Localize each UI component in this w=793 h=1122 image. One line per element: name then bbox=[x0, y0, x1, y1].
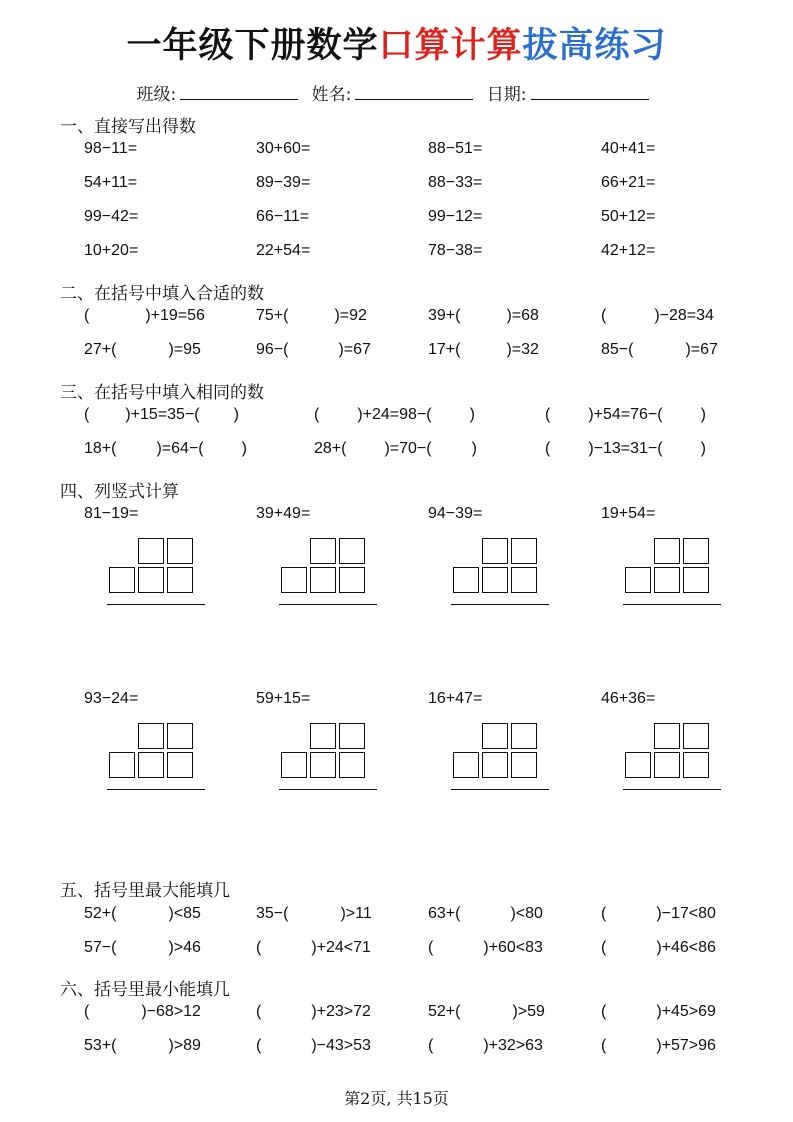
section-3-row bbox=[0, 406, 793, 430]
fill-problem bbox=[84, 440, 247, 458]
fill-problem bbox=[84, 939, 201, 957]
problem: 88−51= bbox=[428, 140, 483, 157]
fill-problem bbox=[256, 341, 371, 359]
problem: 98−11= bbox=[84, 140, 138, 157]
digit-box[interactable] bbox=[310, 538, 336, 564]
name-label: 姓名: bbox=[311, 85, 352, 105]
problem: 54+11= bbox=[84, 174, 138, 191]
problem: 66−11= bbox=[256, 208, 310, 225]
problem: 78−38= bbox=[428, 242, 483, 259]
expr-part: )=95 bbox=[168, 341, 201, 358]
digit-box[interactable] bbox=[310, 752, 336, 778]
fill-problem bbox=[84, 905, 201, 923]
problem: 94−39= bbox=[428, 505, 483, 522]
fill-problem bbox=[314, 440, 477, 458]
fill-problem bbox=[601, 307, 714, 325]
digit-box[interactable] bbox=[511, 752, 537, 778]
expr-part: )=64−( bbox=[156, 440, 204, 457]
expr-part: 39+( bbox=[428, 307, 461, 324]
expr-part: )>46 bbox=[168, 939, 201, 956]
digit-box[interactable] bbox=[109, 752, 135, 778]
digit-box[interactable] bbox=[167, 752, 193, 778]
expr-part: 53+( bbox=[84, 1037, 117, 1054]
expr-part: ( bbox=[601, 905, 607, 922]
digit-box[interactable] bbox=[109, 567, 135, 593]
expr-part: )>59 bbox=[512, 1003, 545, 1020]
section-1-row bbox=[0, 140, 793, 164]
expr-part: ) bbox=[241, 440, 247, 457]
problem: 22+54= bbox=[256, 242, 311, 259]
expr-part: )+19=56 bbox=[145, 307, 205, 324]
expr-part: 63+( bbox=[428, 905, 461, 922]
date-blank[interactable] bbox=[531, 85, 649, 100]
vertical-calc-grid bbox=[623, 723, 733, 823]
problem: 99−12= bbox=[428, 208, 483, 225]
problem: 16+47= bbox=[428, 690, 483, 707]
expr-part: ) bbox=[471, 440, 477, 457]
fill-problem bbox=[84, 1037, 201, 1055]
vertical-calc-grid bbox=[107, 723, 217, 823]
section-3-row bbox=[0, 440, 793, 464]
digit-box[interactable] bbox=[482, 538, 508, 564]
problem: 19+54= bbox=[601, 505, 656, 522]
vertical-calc-grid bbox=[451, 723, 561, 823]
digit-box[interactable] bbox=[511, 567, 537, 593]
problem: 42+12= bbox=[601, 242, 656, 259]
digit-box[interactable] bbox=[138, 723, 164, 749]
digit-box[interactable] bbox=[339, 752, 365, 778]
section-6-row bbox=[0, 1003, 793, 1027]
expr-part: ) bbox=[700, 406, 706, 423]
expr-part: ( bbox=[84, 406, 90, 423]
section-5-title: 五、括号里最大能填几 bbox=[60, 881, 230, 901]
fill-problem bbox=[256, 905, 372, 923]
fill-problem bbox=[601, 1037, 716, 1055]
digit-box[interactable] bbox=[453, 567, 479, 593]
vertical-calc-grid bbox=[279, 723, 389, 823]
fill-problem bbox=[428, 307, 539, 325]
digit-box[interactable] bbox=[167, 567, 193, 593]
title-part-3: 拔高练习 bbox=[522, 26, 667, 66]
fill-problem bbox=[256, 1037, 371, 1055]
problem: 10+20= bbox=[84, 242, 139, 259]
digit-box[interactable] bbox=[339, 567, 365, 593]
expr-part: ) bbox=[469, 406, 475, 423]
fill-problem bbox=[428, 341, 539, 359]
digit-box[interactable] bbox=[683, 723, 709, 749]
fill-problem bbox=[84, 1003, 201, 1021]
digit-box[interactable] bbox=[482, 723, 508, 749]
expr-part: )+15=35−( bbox=[125, 406, 200, 423]
expr-part: ) bbox=[233, 406, 239, 423]
answer-line bbox=[451, 604, 549, 605]
digit-box[interactable] bbox=[138, 538, 164, 564]
section-3-title: 三、在括号中填入相同的数 bbox=[60, 383, 264, 403]
digit-box[interactable] bbox=[310, 567, 336, 593]
digit-box[interactable] bbox=[281, 752, 307, 778]
title-part-2: 口算计算 bbox=[378, 26, 523, 66]
expr-part: )+54=76−( bbox=[588, 406, 663, 423]
digit-box[interactable] bbox=[683, 567, 709, 593]
expr-part: ( bbox=[428, 939, 434, 956]
digit-box[interactable] bbox=[167, 723, 193, 749]
fill-problem bbox=[256, 1003, 371, 1021]
expr-part: ( bbox=[314, 406, 320, 423]
problem: 39+49= bbox=[256, 505, 311, 522]
fill-problem bbox=[428, 939, 543, 957]
expr-part: 85−( bbox=[601, 341, 634, 358]
student-info-line bbox=[0, 80, 793, 105]
section-4-row bbox=[0, 690, 793, 714]
expr-part: ( bbox=[84, 307, 90, 324]
page-title bbox=[0, 18, 793, 68]
problem: 30+60= bbox=[256, 140, 311, 157]
section-6-title: 六、括号里最小能填几 bbox=[60, 980, 230, 1000]
answer-line bbox=[451, 789, 549, 790]
digit-box[interactable] bbox=[281, 567, 307, 593]
expr-part: 52+( bbox=[428, 1003, 461, 1020]
expr-part: 57−( bbox=[84, 939, 117, 956]
vertical-calc-grid bbox=[623, 538, 733, 638]
expr-part: )=68 bbox=[506, 307, 539, 324]
fill-problem bbox=[84, 307, 205, 325]
section-2-row bbox=[0, 341, 793, 365]
answer-line bbox=[623, 604, 721, 605]
expr-part: )−13=31−( bbox=[588, 440, 663, 457]
answer-line bbox=[107, 604, 205, 605]
expr-part: 28+( bbox=[314, 440, 347, 457]
problem: 50+12= bbox=[601, 208, 656, 225]
digit-box[interactable] bbox=[167, 538, 193, 564]
expr-part: ( bbox=[256, 939, 262, 956]
problem: 99−42= bbox=[84, 208, 139, 225]
expr-part: ( bbox=[84, 1003, 90, 1020]
title-part-1: 一年级下册数学 bbox=[126, 26, 379, 66]
digit-box[interactable] bbox=[511, 723, 537, 749]
digit-box[interactable] bbox=[511, 538, 537, 564]
fill-problem bbox=[545, 406, 706, 424]
section-2-row bbox=[0, 307, 793, 331]
section-1-row bbox=[0, 242, 793, 266]
fill-problem bbox=[601, 341, 718, 359]
fill-problem bbox=[256, 307, 367, 325]
fill-problem bbox=[428, 1037, 543, 1055]
answer-line bbox=[623, 789, 721, 790]
digit-box[interactable] bbox=[482, 567, 508, 593]
digit-box[interactable] bbox=[453, 752, 479, 778]
expr-part: )+24<71 bbox=[311, 939, 371, 956]
expr-part: )−43>53 bbox=[311, 1037, 371, 1054]
digit-box[interactable] bbox=[138, 567, 164, 593]
problem: 46+36= bbox=[601, 690, 656, 707]
expr-part: )+57>96 bbox=[656, 1037, 716, 1054]
fill-problem bbox=[428, 1003, 545, 1021]
digit-box[interactable] bbox=[138, 752, 164, 778]
expr-part: ( bbox=[545, 406, 551, 423]
expr-part: )+45>69 bbox=[656, 1003, 716, 1020]
section-5-row bbox=[0, 939, 793, 963]
expr-part: ( bbox=[428, 1037, 434, 1054]
vertical-calc-grid bbox=[451, 538, 561, 638]
problem: 59+15= bbox=[256, 690, 311, 707]
expr-part: )>11 bbox=[340, 905, 372, 922]
digit-box[interactable] bbox=[683, 752, 709, 778]
expr-part: ( bbox=[545, 440, 551, 457]
expr-part: 17+( bbox=[428, 341, 461, 358]
expr-part: )=70−( bbox=[384, 440, 432, 457]
expr-part: ) bbox=[700, 440, 706, 457]
expr-part: )=67 bbox=[338, 341, 371, 358]
expr-part: )+46<86 bbox=[656, 939, 716, 956]
problem: 81−19= bbox=[84, 505, 139, 522]
expr-part: ( bbox=[601, 307, 607, 324]
date-label: 日期: bbox=[486, 85, 527, 105]
page-footer: 第2页, 共15页 bbox=[344, 1089, 449, 1108]
expr-part: )−68>12 bbox=[141, 1003, 201, 1020]
section-1-row bbox=[0, 174, 793, 198]
fill-problem bbox=[84, 406, 239, 424]
expr-part: )=67 bbox=[685, 341, 718, 358]
fill-problem bbox=[84, 341, 201, 359]
expr-part: )+32>63 bbox=[483, 1037, 543, 1054]
section-4-title: 四、列竖式计算 bbox=[60, 482, 179, 502]
answer-line bbox=[107, 789, 205, 790]
expr-part: 35−( bbox=[256, 905, 289, 922]
section-4-row bbox=[0, 505, 793, 529]
section-5-row bbox=[0, 905, 793, 929]
expr-part: ( bbox=[601, 939, 607, 956]
expr-part: 52+( bbox=[84, 905, 117, 922]
digit-box[interactable] bbox=[625, 567, 651, 593]
problem: 88−33= bbox=[428, 174, 483, 191]
vertical-calc-grid bbox=[107, 538, 217, 638]
section-1-title: 一、直接写出得数 bbox=[60, 117, 196, 137]
expr-part: 96−( bbox=[256, 341, 289, 358]
expr-part: ( bbox=[601, 1037, 607, 1054]
fill-problem bbox=[601, 905, 716, 923]
expr-part: )−17<80 bbox=[656, 905, 716, 922]
expr-part: 18+( bbox=[84, 440, 117, 457]
expr-part: )+60<83 bbox=[483, 939, 543, 956]
digit-box[interactable] bbox=[339, 538, 365, 564]
digit-box[interactable] bbox=[683, 538, 709, 564]
class-blank[interactable] bbox=[180, 85, 298, 100]
expr-part: ( bbox=[256, 1037, 262, 1054]
name-blank[interactable] bbox=[355, 85, 473, 100]
class-label: 班级: bbox=[136, 85, 177, 105]
digit-box[interactable] bbox=[482, 752, 508, 778]
problem: 93−24= bbox=[84, 690, 139, 707]
expr-part: )+24=98−( bbox=[357, 406, 432, 423]
fill-problem bbox=[601, 939, 716, 957]
expr-part: )=92 bbox=[334, 307, 367, 324]
section-6-row bbox=[0, 1037, 793, 1061]
fill-problem bbox=[314, 406, 475, 424]
expr-part: )−28=34 bbox=[654, 307, 714, 324]
section-2-title: 二、在括号中填入合适的数 bbox=[60, 284, 264, 304]
expr-part: )<85 bbox=[168, 905, 201, 922]
expr-part: 27+( bbox=[84, 341, 117, 358]
digit-box[interactable] bbox=[625, 752, 651, 778]
expr-part: )<80 bbox=[510, 905, 543, 922]
digit-box[interactable] bbox=[654, 752, 680, 778]
expr-part: ( bbox=[601, 1003, 607, 1020]
answer-line bbox=[279, 604, 377, 605]
section-1-row bbox=[0, 208, 793, 232]
expr-part: )=32 bbox=[506, 341, 539, 358]
expr-part: ( bbox=[256, 1003, 262, 1020]
problem: 66+21= bbox=[601, 174, 656, 191]
digit-box[interactable] bbox=[654, 723, 680, 749]
expr-part: 75+( bbox=[256, 307, 289, 324]
problem: 40+41= bbox=[601, 140, 656, 157]
expr-part: )>89 bbox=[168, 1037, 201, 1054]
expr-part: )+23>72 bbox=[311, 1003, 371, 1020]
fill-problem bbox=[256, 939, 371, 957]
problem: 89−39= bbox=[256, 174, 311, 191]
fill-problem bbox=[601, 1003, 716, 1021]
answer-line bbox=[279, 789, 377, 790]
fill-problem bbox=[545, 440, 706, 458]
fill-problem bbox=[428, 905, 543, 923]
vertical-calc-grid bbox=[279, 538, 389, 638]
digit-box[interactable] bbox=[339, 723, 365, 749]
digit-box[interactable] bbox=[310, 723, 336, 749]
digit-box[interactable] bbox=[654, 538, 680, 564]
digit-box[interactable] bbox=[654, 567, 680, 593]
